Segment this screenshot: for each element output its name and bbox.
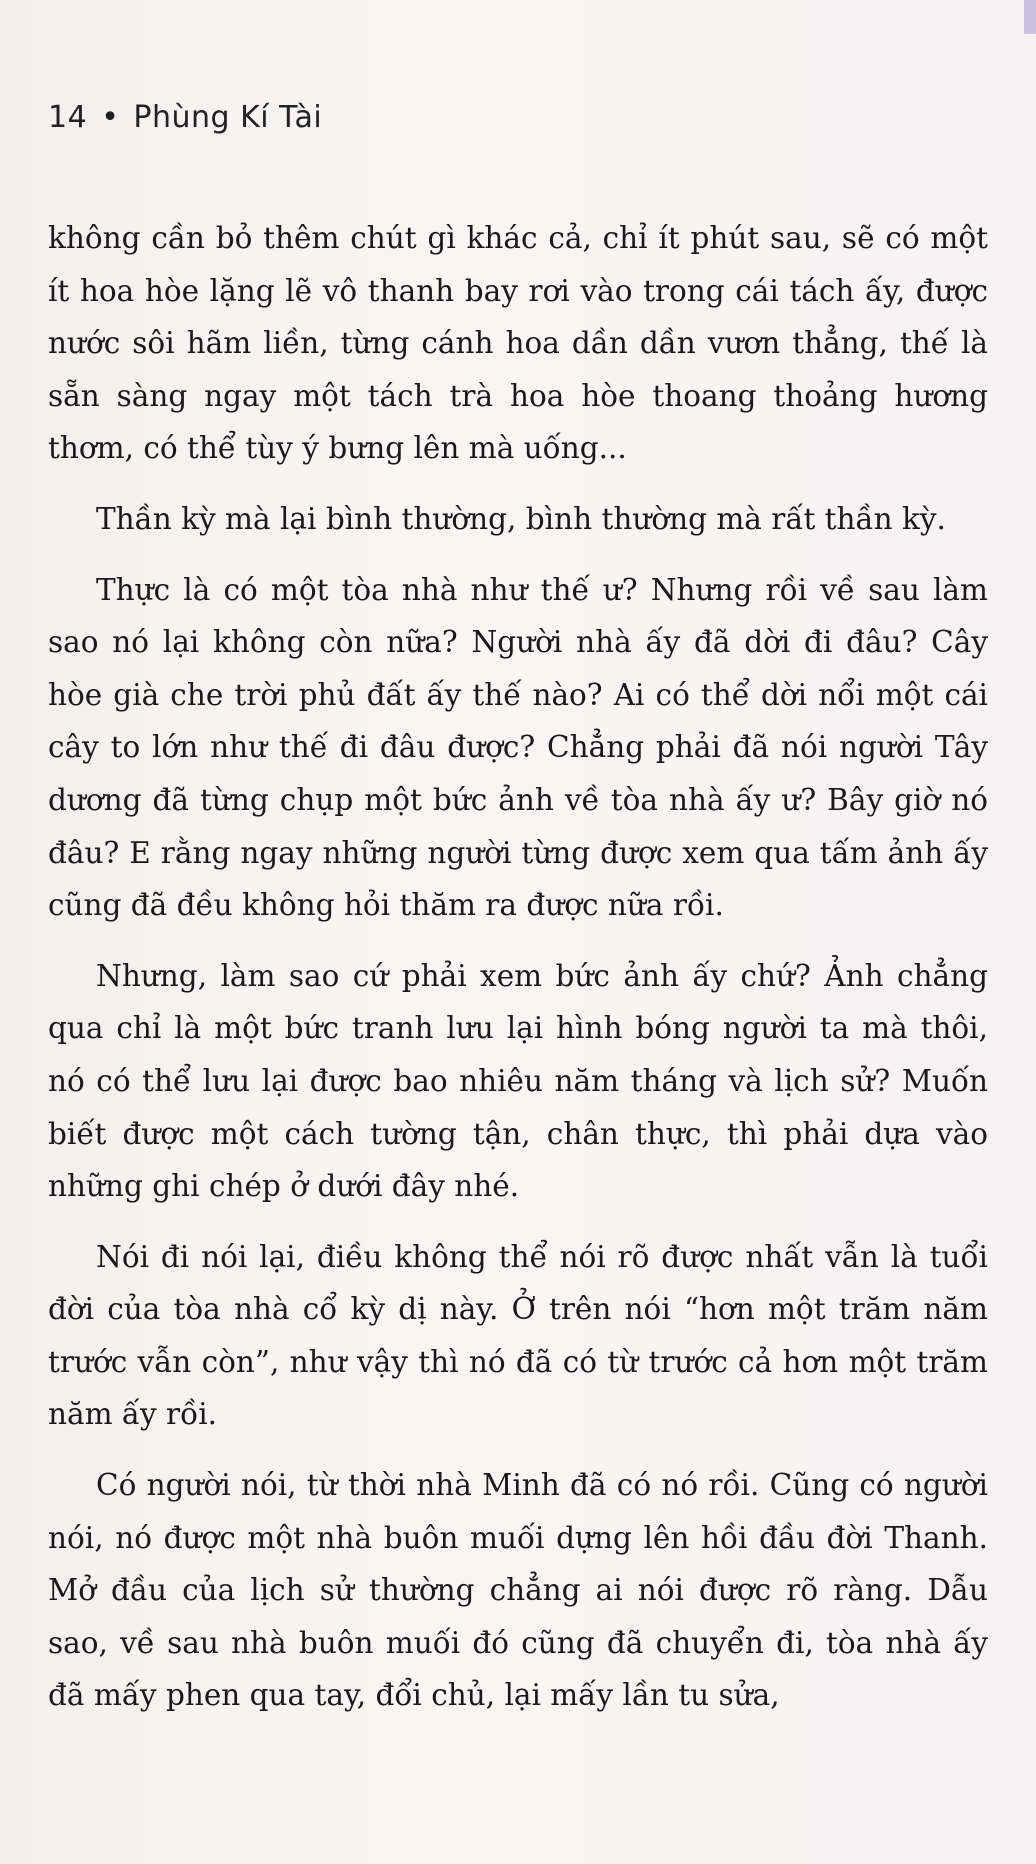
paragraph: Có người nói, từ thời nhà Minh đã có nó rồi. Cũng có người nói, nó được một nhà buôn muối dựng lên hồi đầu đời Thanh. Mở đầu của lịch sử thường chẳng ai nói được rõ ràng. Dẫu sao, về sau nhà buôn muối đó cũng đã chuyển đi, tòa nhà ấy đã mấy phen qua tay, đổi chủ, lại mấy lần tu sửa,: [48, 1468, 988, 1713]
running-header: [48, 100, 322, 135]
header-separator: •: [101, 100, 120, 135]
paragraph: Nhưng, làm sao cứ phải xem bức ảnh ấy chứ? Ảnh chẳng qua chỉ là một bức tranh lưu lại hình bóng người ta mà thôi, nó có thể lưu lại được bao nhiêu năm tháng và lịch sử? Muốn biết được một cách tường tận, chân thực, thì phải dựa vào những ghi chép ở dưới đây nhé.: [48, 958, 988, 1204]
paragraph: Nói đi nói lại, điều không thể nói rõ được nhất vẫn là tuổi đời của tòa nhà cổ kỳ dị này. Ở trên nói “hơn một trăm năm trước vẫn còn”, như vậy thì nó đã có từ trước cả hơn một trăm năm ấy rồi.: [48, 1239, 988, 1432]
page-edge-mark: [1024, 0, 1036, 34]
page-number: 14: [48, 100, 88, 135]
paragraph-continued: không cần bỏ thêm chút gì khác cả, chỉ ít phút sau, sẽ có một ít hoa hòe lặng lẽ vô thanh bay rơi vào trong cái tách ấy, được nước sôi hãm liền, từng cánh hoa dần dần vươn thẳng, thế là sẵn sàng ngay một tách trà hoa hòe thoang thoảng hương thơm, có thể tùy ý bưng lên mà uống...: [48, 221, 988, 466]
paragraph: Thực là có một tòa nhà như thế ư? Nhưng rồi về sau làm sao nó lại không còn nữa? Người nhà ấy đã dời đi đâu? Cây hòe già che trời phủ đất ấy thế nào? Ai có thể dời nổi một cái cây to lớn như thế đi đâu được? Chẳng phải đã nói người Tây dương đã từng chụp một bức ảnh về tòa nhà ấy ư? Bây giờ nó đâu? E rằng ngay những người từng được xem qua tấm ảnh ấy cũng đã đều không hỏi thăm ra được nữa rồi.: [48, 572, 988, 923]
paragraph: Thần kỳ mà lại bình thường, bình thường mà rất thần kỳ.: [96, 501, 946, 536]
body-text: [48, 212, 988, 1740]
header-author: Phùng Kí Tài: [133, 100, 323, 135]
